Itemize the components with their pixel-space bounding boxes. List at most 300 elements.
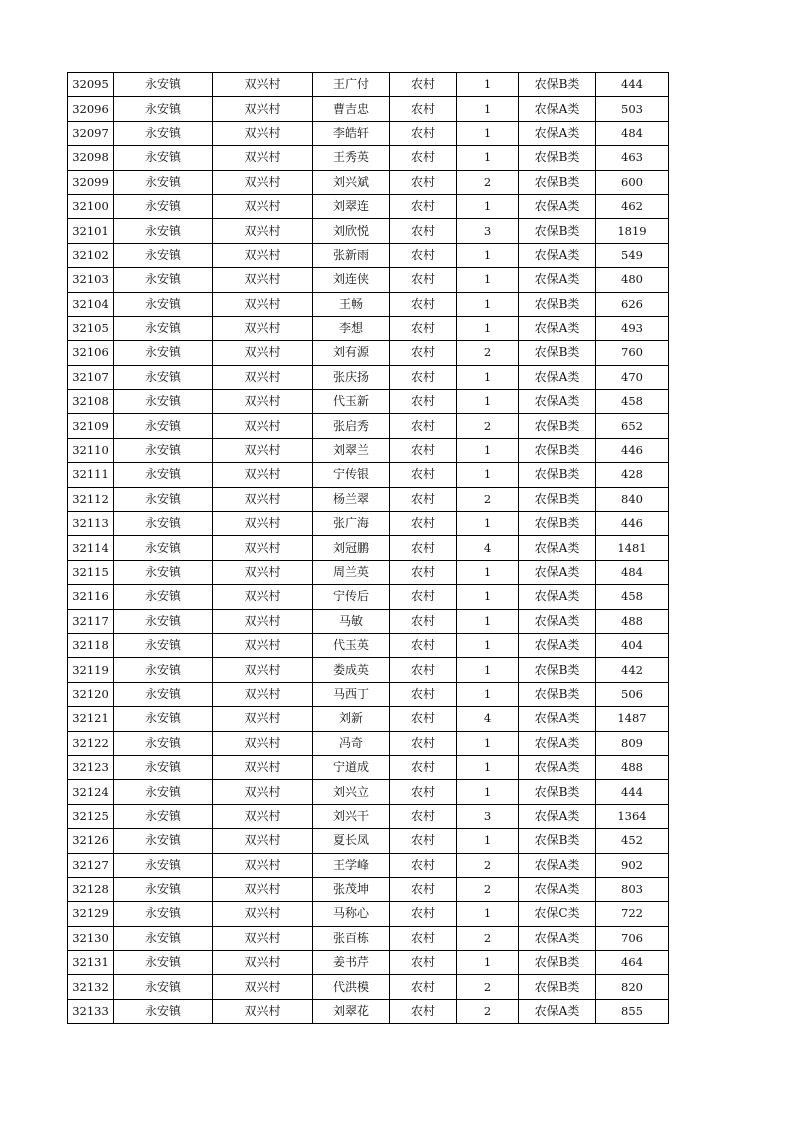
cell-category: 农保A类 [519, 121, 596, 145]
cell-category: 农保A类 [519, 633, 596, 657]
cell-town: 永安镇 [114, 999, 213, 1023]
cell-category: 农保B类 [519, 682, 596, 706]
cell-household-type: 农村 [390, 658, 457, 682]
cell-town: 永安镇 [114, 341, 213, 365]
cell-id: 32100 [68, 194, 114, 218]
cell-village: 双兴村 [213, 512, 313, 536]
cell-village: 双兴村 [213, 707, 313, 731]
cell-count: 1 [457, 243, 519, 267]
cell-category: 农保B类 [519, 975, 596, 999]
table-body [68, 73, 669, 1024]
cell-amount: 442 [596, 658, 669, 682]
cell-town: 永安镇 [114, 194, 213, 218]
cell-category: 农保A类 [519, 97, 596, 121]
table-row [68, 609, 669, 633]
cell-amount: 484 [596, 121, 669, 145]
cell-count: 1 [457, 292, 519, 316]
cell-count: 1 [457, 146, 519, 170]
cell-village: 双兴村 [213, 682, 313, 706]
cell-village: 双兴村 [213, 731, 313, 755]
cell-name: 王畅 [313, 292, 390, 316]
cell-village: 双兴村 [213, 658, 313, 682]
table-row [68, 560, 669, 584]
cell-count: 1 [457, 585, 519, 609]
cell-count: 1 [457, 731, 519, 755]
cell-name: 宁传后 [313, 585, 390, 609]
cell-household-type: 农村 [390, 975, 457, 999]
cell-household-type: 农村 [390, 487, 457, 511]
cell-village: 双兴村 [213, 97, 313, 121]
cell-village: 双兴村 [213, 341, 313, 365]
cell-name: 刘翠连 [313, 194, 390, 218]
cell-amount: 902 [596, 853, 669, 877]
table-row [68, 633, 669, 657]
cell-town: 永安镇 [114, 121, 213, 145]
cell-amount: 446 [596, 512, 669, 536]
cell-name: 李皓轩 [313, 121, 390, 145]
cell-town: 永安镇 [114, 487, 213, 511]
table-row [68, 902, 669, 926]
cell-count: 2 [457, 999, 519, 1023]
cell-amount: 652 [596, 414, 669, 438]
table-row [68, 292, 669, 316]
cell-town: 永安镇 [114, 707, 213, 731]
cell-village: 双兴村 [213, 316, 313, 340]
cell-name: 张茂坤 [313, 877, 390, 901]
cell-town: 永安镇 [114, 560, 213, 584]
cell-name: 王学峰 [313, 853, 390, 877]
cell-name: 张庆扬 [313, 365, 390, 389]
cell-village: 双兴村 [213, 877, 313, 901]
cell-household-type: 农村 [390, 268, 457, 292]
cell-village: 双兴村 [213, 146, 313, 170]
cell-category: 农保B类 [519, 780, 596, 804]
cell-amount: 458 [596, 390, 669, 414]
cell-count: 1 [457, 633, 519, 657]
cell-village: 双兴村 [213, 780, 313, 804]
cell-household-type: 农村 [390, 585, 457, 609]
table-row [68, 390, 669, 414]
cell-category: 农保A类 [519, 365, 596, 389]
table-row [68, 658, 669, 682]
cell-id: 32110 [68, 438, 114, 462]
table-row [68, 951, 669, 975]
cell-village: 双兴村 [213, 438, 313, 462]
cell-household-type: 农村 [390, 829, 457, 853]
cell-name: 刘兴干 [313, 804, 390, 828]
table-row [68, 365, 669, 389]
cell-count: 2 [457, 853, 519, 877]
cell-category: 农保B类 [519, 146, 596, 170]
cell-id: 32099 [68, 170, 114, 194]
cell-category: 农保A类 [519, 755, 596, 779]
cell-id: 32097 [68, 121, 114, 145]
cell-town: 永安镇 [114, 585, 213, 609]
table-row [68, 536, 669, 560]
cell-village: 双兴村 [213, 585, 313, 609]
cell-name: 姜书芹 [313, 951, 390, 975]
cell-village: 双兴村 [213, 243, 313, 267]
cell-count: 2 [457, 414, 519, 438]
cell-name: 刘有源 [313, 341, 390, 365]
table-row [68, 731, 669, 755]
cell-amount: 1364 [596, 804, 669, 828]
table-row [68, 414, 669, 438]
cell-name: 王广付 [313, 73, 390, 97]
cell-category: 农保B类 [519, 73, 596, 97]
cell-village: 双兴村 [213, 292, 313, 316]
cell-amount: 463 [596, 146, 669, 170]
cell-household-type: 农村 [390, 731, 457, 755]
cell-name: 代洪模 [313, 975, 390, 999]
table-row [68, 780, 669, 804]
cell-amount: 1481 [596, 536, 669, 560]
cell-town: 永安镇 [114, 755, 213, 779]
cell-amount: 464 [596, 951, 669, 975]
cell-town: 永安镇 [114, 536, 213, 560]
cell-id: 32095 [68, 73, 114, 97]
cell-name: 娄成英 [313, 658, 390, 682]
cell-town: 永安镇 [114, 682, 213, 706]
cell-name: 夏长凤 [313, 829, 390, 853]
cell-id: 32126 [68, 829, 114, 853]
cell-name: 张新雨 [313, 243, 390, 267]
cell-household-type: 农村 [390, 414, 457, 438]
cell-town: 永安镇 [114, 268, 213, 292]
cell-household-type: 农村 [390, 902, 457, 926]
cell-id: 32124 [68, 780, 114, 804]
table-row [68, 487, 669, 511]
cell-amount: 855 [596, 999, 669, 1023]
cell-name: 刘新 [313, 707, 390, 731]
cell-town: 永安镇 [114, 219, 213, 243]
cell-village: 双兴村 [213, 609, 313, 633]
cell-category: 农保A类 [519, 316, 596, 340]
cell-count: 2 [457, 487, 519, 511]
cell-village: 双兴村 [213, 414, 313, 438]
cell-id: 32106 [68, 341, 114, 365]
cell-id: 32116 [68, 585, 114, 609]
cell-count: 1 [457, 390, 519, 414]
cell-village: 双兴村 [213, 390, 313, 414]
cell-id: 32109 [68, 414, 114, 438]
cell-count: 1 [457, 365, 519, 389]
cell-id: 32130 [68, 926, 114, 950]
cell-id: 32115 [68, 560, 114, 584]
cell-id: 32129 [68, 902, 114, 926]
cell-village: 双兴村 [213, 268, 313, 292]
cell-name: 刘欣悦 [313, 219, 390, 243]
cell-id: 32132 [68, 975, 114, 999]
cell-amount: 503 [596, 97, 669, 121]
cell-town: 永安镇 [114, 390, 213, 414]
cell-category: 农保A类 [519, 194, 596, 218]
cell-id: 32117 [68, 609, 114, 633]
cell-town: 永安镇 [114, 658, 213, 682]
cell-name: 周兰英 [313, 560, 390, 584]
cell-id: 32105 [68, 316, 114, 340]
cell-town: 永安镇 [114, 853, 213, 877]
cell-town: 永安镇 [114, 829, 213, 853]
cell-household-type: 农村 [390, 804, 457, 828]
cell-id: 32121 [68, 707, 114, 731]
cell-category: 农保A类 [519, 243, 596, 267]
cell-category: 农保B类 [519, 487, 596, 511]
cell-amount: 404 [596, 633, 669, 657]
cell-category: 农保B类 [519, 951, 596, 975]
cell-id: 32119 [68, 658, 114, 682]
cell-category: 农保A类 [519, 268, 596, 292]
cell-household-type: 农村 [390, 707, 457, 731]
cell-count: 1 [457, 316, 519, 340]
cell-id: 32122 [68, 731, 114, 755]
cell-town: 永安镇 [114, 877, 213, 901]
cell-id: 32104 [68, 292, 114, 316]
cell-amount: 820 [596, 975, 669, 999]
cell-name: 代玉新 [313, 390, 390, 414]
cell-amount: 444 [596, 780, 669, 804]
cell-category: 农保A类 [519, 999, 596, 1023]
cell-category: 农保A类 [519, 536, 596, 560]
cell-town: 永安镇 [114, 902, 213, 926]
cell-category: 农保B类 [519, 219, 596, 243]
table-row [68, 438, 669, 462]
cell-household-type: 农村 [390, 853, 457, 877]
table-row [68, 194, 669, 218]
cell-village: 双兴村 [213, 73, 313, 97]
table-row [68, 463, 669, 487]
cell-village: 双兴村 [213, 755, 313, 779]
cell-amount: 840 [596, 487, 669, 511]
cell-count: 3 [457, 804, 519, 828]
cell-name: 刘冠鹏 [313, 536, 390, 560]
cell-name: 宁传银 [313, 463, 390, 487]
cell-name: 王秀英 [313, 146, 390, 170]
cell-amount: 722 [596, 902, 669, 926]
cell-town: 永安镇 [114, 609, 213, 633]
cell-household-type: 农村 [390, 219, 457, 243]
cell-household-type: 农村 [390, 97, 457, 121]
table-row [68, 926, 669, 950]
cell-id: 32107 [68, 365, 114, 389]
cell-town: 永安镇 [114, 951, 213, 975]
table-row [68, 829, 669, 853]
cell-amount: 493 [596, 316, 669, 340]
cell-amount: 1487 [596, 707, 669, 731]
cell-category: 农保C类 [519, 902, 596, 926]
table-row [68, 682, 669, 706]
cell-amount: 506 [596, 682, 669, 706]
cell-category: 农保A类 [519, 731, 596, 755]
cell-amount: 428 [596, 463, 669, 487]
cell-village: 双兴村 [213, 219, 313, 243]
cell-household-type: 农村 [390, 755, 457, 779]
cell-id: 32103 [68, 268, 114, 292]
cell-household-type: 农村 [390, 463, 457, 487]
cell-id: 32131 [68, 951, 114, 975]
cell-category: 农保B类 [519, 341, 596, 365]
cell-town: 永安镇 [114, 731, 213, 755]
cell-category: 农保B类 [519, 463, 596, 487]
cell-name: 刘翠花 [313, 999, 390, 1023]
cell-name: 马称心 [313, 902, 390, 926]
cell-id: 32127 [68, 853, 114, 877]
cell-count: 1 [457, 73, 519, 97]
cell-category: 农保A类 [519, 390, 596, 414]
cell-category: 农保B类 [519, 438, 596, 462]
cell-household-type: 农村 [390, 560, 457, 584]
cell-id: 32125 [68, 804, 114, 828]
cell-amount: 803 [596, 877, 669, 901]
cell-town: 永安镇 [114, 975, 213, 999]
cell-amount: 484 [596, 560, 669, 584]
cell-count: 4 [457, 536, 519, 560]
cell-name: 代玉英 [313, 633, 390, 657]
cell-village: 双兴村 [213, 804, 313, 828]
cell-category: 农保A类 [519, 877, 596, 901]
cell-category: 农保B类 [519, 414, 596, 438]
table-row [68, 219, 669, 243]
cell-household-type: 农村 [390, 341, 457, 365]
cell-name: 马西丁 [313, 682, 390, 706]
cell-category: 农保A类 [519, 804, 596, 828]
cell-amount: 1819 [596, 219, 669, 243]
cell-count: 1 [457, 560, 519, 584]
cell-name: 曹吉忠 [313, 97, 390, 121]
cell-town: 永安镇 [114, 804, 213, 828]
cell-count: 1 [457, 902, 519, 926]
cell-name: 张广海 [313, 512, 390, 536]
cell-amount: 446 [596, 438, 669, 462]
cell-count: 3 [457, 219, 519, 243]
cell-id: 32111 [68, 463, 114, 487]
cell-count: 4 [457, 707, 519, 731]
cell-household-type: 农村 [390, 243, 457, 267]
cell-village: 双兴村 [213, 560, 313, 584]
table-row [68, 73, 669, 97]
cell-household-type: 农村 [390, 536, 457, 560]
table-row [68, 146, 669, 170]
cell-count: 2 [457, 341, 519, 365]
cell-village: 双兴村 [213, 951, 313, 975]
cell-amount: 480 [596, 268, 669, 292]
cell-household-type: 农村 [390, 926, 457, 950]
table-row [68, 707, 669, 731]
cell-count: 1 [457, 97, 519, 121]
cell-count: 1 [457, 438, 519, 462]
cell-household-type: 农村 [390, 194, 457, 218]
cell-amount: 488 [596, 755, 669, 779]
cell-household-type: 农村 [390, 877, 457, 901]
cell-village: 双兴村 [213, 463, 313, 487]
table-row [68, 585, 669, 609]
cell-category: 农保B类 [519, 170, 596, 194]
cell-name: 张百栋 [313, 926, 390, 950]
cell-count: 1 [457, 268, 519, 292]
table-row [68, 853, 669, 877]
cell-amount: 462 [596, 194, 669, 218]
table-row [68, 512, 669, 536]
cell-id: 32101 [68, 219, 114, 243]
cell-household-type: 农村 [390, 951, 457, 975]
cell-id: 32113 [68, 512, 114, 536]
cell-household-type: 农村 [390, 292, 457, 316]
cell-town: 永安镇 [114, 633, 213, 657]
table-row [68, 170, 669, 194]
cell-village: 双兴村 [213, 975, 313, 999]
cell-household-type: 农村 [390, 780, 457, 804]
cell-town: 永安镇 [114, 316, 213, 340]
cell-amount: 452 [596, 829, 669, 853]
cell-household-type: 农村 [390, 146, 457, 170]
cell-town: 永安镇 [114, 438, 213, 462]
cell-count: 2 [457, 926, 519, 950]
cell-id: 32133 [68, 999, 114, 1023]
cell-name: 张启秀 [313, 414, 390, 438]
table-row [68, 97, 669, 121]
cell-category: 农保B类 [519, 512, 596, 536]
cell-town: 永安镇 [114, 365, 213, 389]
cell-amount: 706 [596, 926, 669, 950]
cell-village: 双兴村 [213, 829, 313, 853]
cell-household-type: 农村 [390, 73, 457, 97]
table-row [68, 755, 669, 779]
cell-count: 1 [457, 463, 519, 487]
cell-household-type: 农村 [390, 316, 457, 340]
table-row [68, 341, 669, 365]
table-row [68, 268, 669, 292]
cell-count: 1 [457, 780, 519, 804]
cell-name: 杨兰翠 [313, 487, 390, 511]
cell-category: 农保B类 [519, 658, 596, 682]
cell-count: 1 [457, 609, 519, 633]
cell-amount: 488 [596, 609, 669, 633]
cell-household-type: 农村 [390, 365, 457, 389]
cell-household-type: 农村 [390, 170, 457, 194]
cell-count: 1 [457, 512, 519, 536]
cell-id: 32096 [68, 97, 114, 121]
cell-household-type: 农村 [390, 390, 457, 414]
cell-count: 2 [457, 975, 519, 999]
cell-village: 双兴村 [213, 853, 313, 877]
cell-id: 32108 [68, 390, 114, 414]
cell-household-type: 农村 [390, 999, 457, 1023]
cell-count: 1 [457, 755, 519, 779]
cell-name: 宁道成 [313, 755, 390, 779]
cell-name: 刘兴立 [313, 780, 390, 804]
cell-village: 双兴村 [213, 902, 313, 926]
cell-name: 冯奇 [313, 731, 390, 755]
cell-town: 永安镇 [114, 292, 213, 316]
cell-amount: 626 [596, 292, 669, 316]
cell-amount: 444 [596, 73, 669, 97]
cell-count: 1 [457, 194, 519, 218]
cell-amount: 549 [596, 243, 669, 267]
cell-household-type: 农村 [390, 682, 457, 706]
table-row [68, 975, 669, 999]
table-row [68, 999, 669, 1023]
cell-amount: 470 [596, 365, 669, 389]
cell-id: 32120 [68, 682, 114, 706]
cell-town: 永安镇 [114, 243, 213, 267]
cell-category: 农保A类 [519, 853, 596, 877]
cell-count: 1 [457, 829, 519, 853]
cell-category: 农保A类 [519, 707, 596, 731]
cell-household-type: 农村 [390, 512, 457, 536]
cell-village: 双兴村 [213, 633, 313, 657]
cell-name: 刘连侠 [313, 268, 390, 292]
cell-count: 1 [457, 951, 519, 975]
